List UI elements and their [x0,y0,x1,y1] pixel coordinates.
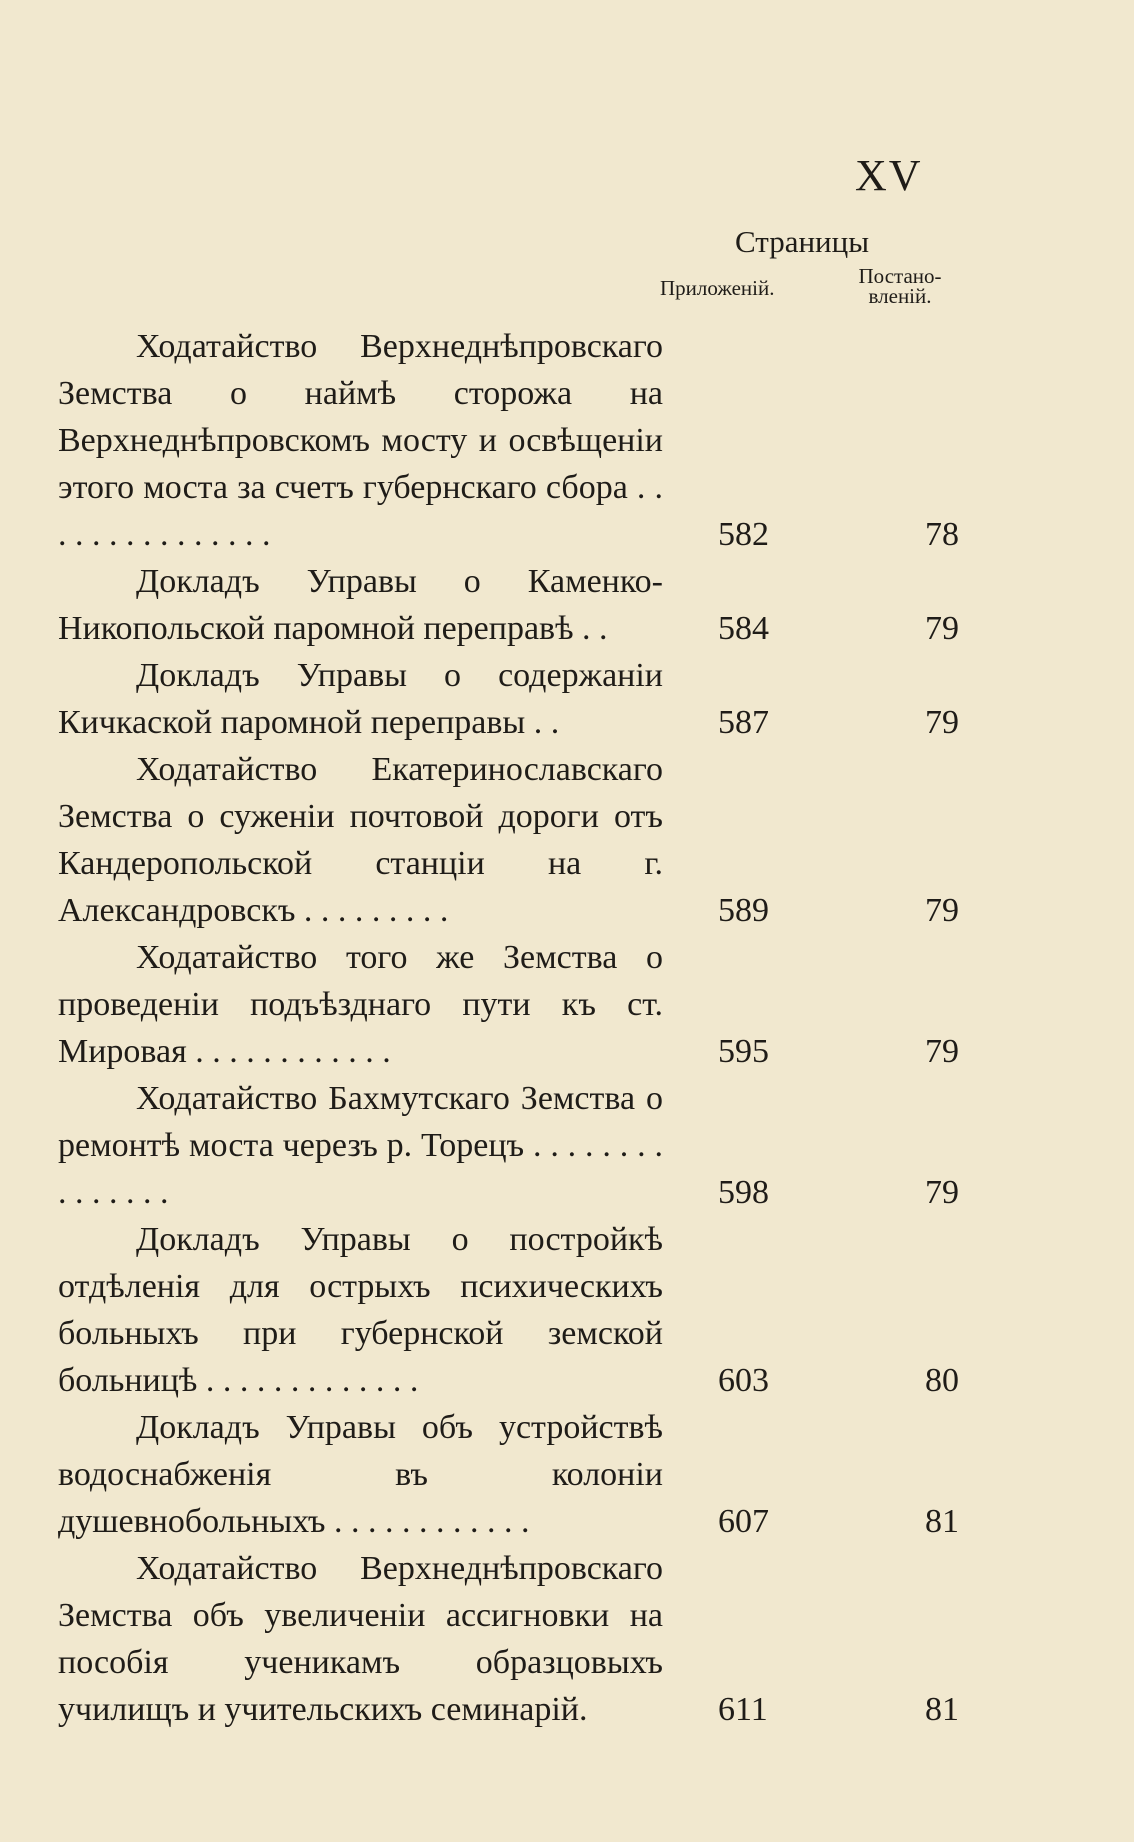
entry-resolution-page: 79 [925,704,959,741]
entry-title: Ходатайство Верхнеднѣпровскаго Земства о наймѣ сторожа на Верхнеднѣпровскомъ мосту и освѣщеніи этого моста за счетъ губернскаго сбора . . . . . . . . . . . . . . . [58,328,663,553]
entry-appendix-page: 611 [718,1691,768,1728]
entry-appendix-page: 607 [718,1503,769,1540]
entry-appendix-page: 598 [718,1174,769,1211]
entry-resolution-page: 79 [925,1033,959,1070]
entry-resolution-page: 79 [925,892,959,929]
entry-appendix-page: 582 [718,516,769,553]
entry-title: Докладъ Управы объ устройствѣ водоснабженія въ колоніи душевнобольныхъ . . . . . . . . . . . . [58,1409,663,1540]
entry-resolution-page: 78 [925,516,959,553]
pages-column-header: Страницы [735,224,870,259]
entry-resolution-page: 79 [925,610,959,647]
entry-title: Докладъ Управы о содержаніи Кичкаской паромной переправы . . [58,657,663,741]
entry-title: Докладъ Управы о постройкѣ отдѣленія для острыхъ психическихъ больныхъ при губернской земской больницѣ . . . . . . . . . . . . . [58,1221,663,1399]
entry-resolution-page: 81 [925,1503,959,1540]
entry-appendix-page: 603 [718,1362,769,1399]
entry-resolution-page: 81 [925,1691,959,1728]
entry-appendix-page: 595 [718,1033,769,1070]
appendix-column-header: Приложеній. [660,276,775,300]
entry-resolution-page: 80 [925,1362,959,1399]
entry-title: Ходатайство Бахмутскаго Земства о ремонтѣ моста черезъ р. Торецъ . . . . . . . . . . . . . . . [58,1080,663,1211]
entry-title: Ходатайство Екатеринославскаго Земства о суженіи почтовой дороги отъ Кандеропольской станціи на г. Александровскъ . . . . . . . . . [58,751,663,929]
resolutions-column-header: Постано-вленій. [858,264,942,308]
page-number: XV [855,151,923,200]
entry-resolution-page: 79 [925,1174,959,1211]
entry-appendix-page: 584 [718,610,769,647]
entry-appendix-page: 589 [718,892,769,929]
entry-title: Докладъ Управы о Каменко-Никопольской паромной переправѣ . . [58,563,663,647]
entry-title: Ходатайство того же Земства о проведеніи подъѣзднаго пути къ ст. Мировая . . . . . . . . . . . . [58,939,663,1070]
entry-appendix-page: 587 [718,704,769,741]
entry-title: Ходатайство Верхнеднѣпровскаго Земства объ увеличеніи ассигновки на пособія ученикамъ образцовыхъ училищъ и учительскихъ семинарій. [58,1550,663,1728]
